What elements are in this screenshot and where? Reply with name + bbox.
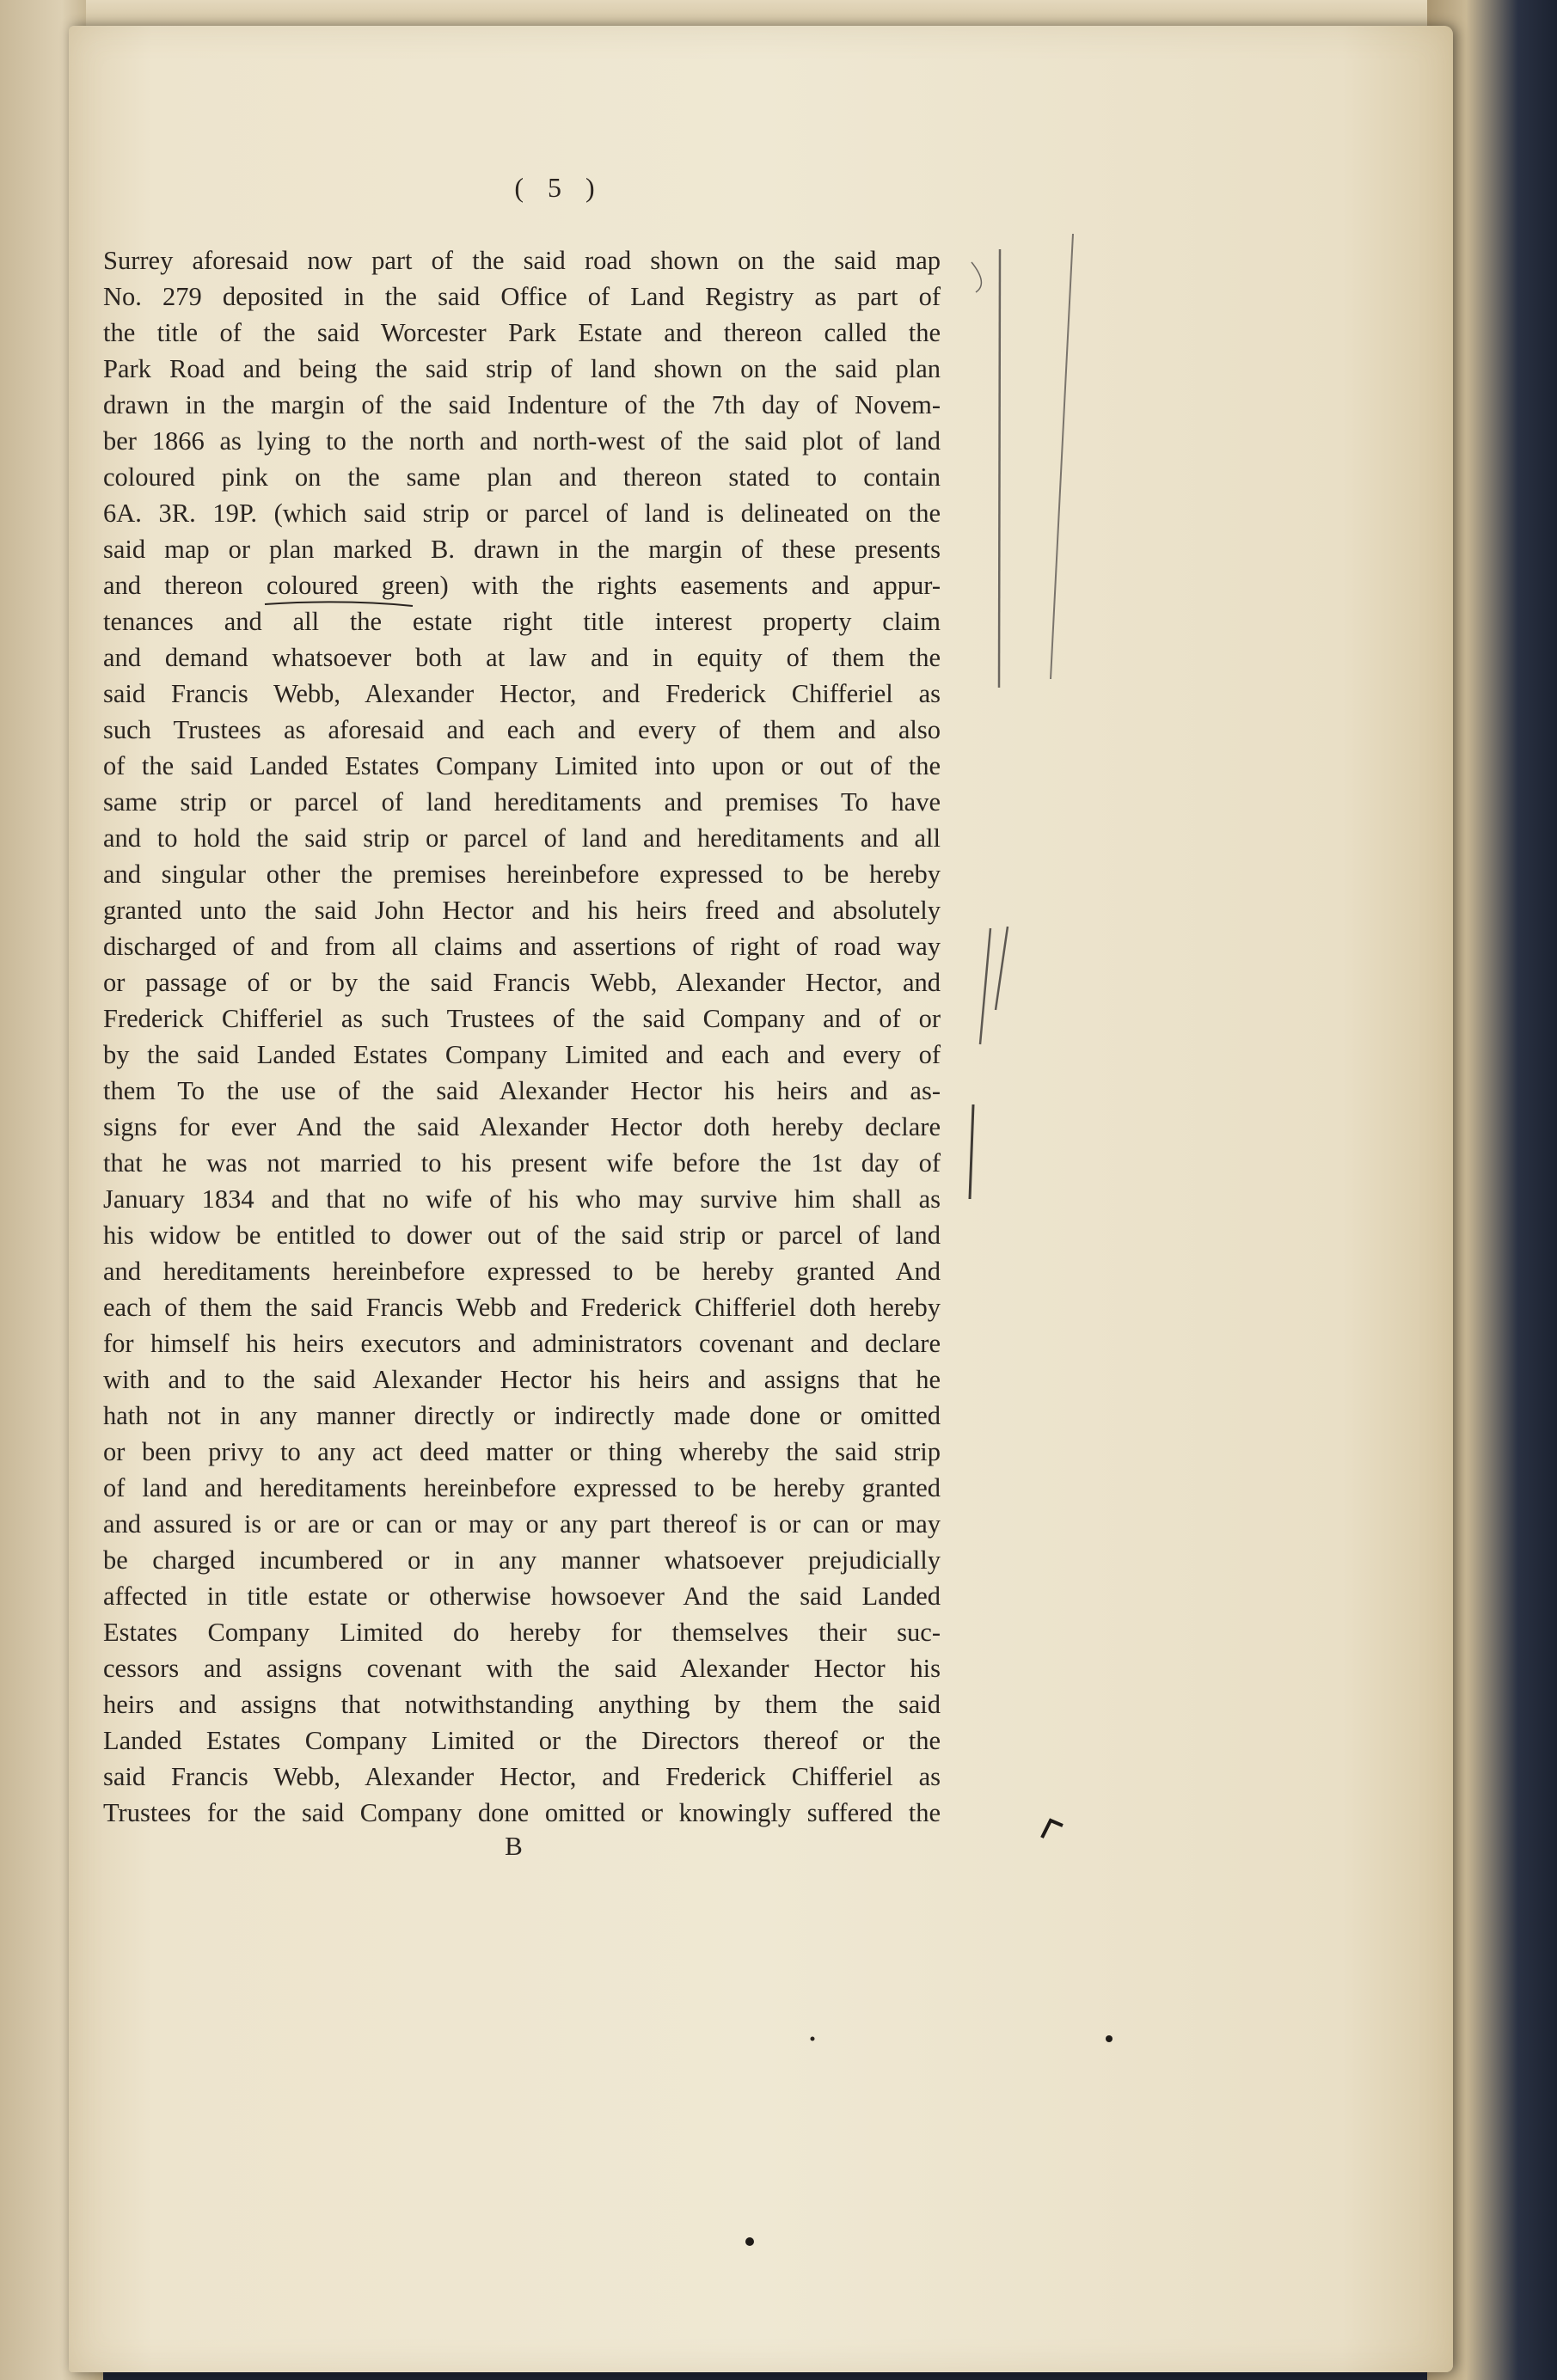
text-line: or passage of or by the said Francis Webb, Alexander Hector, and	[103, 968, 941, 997]
text-line: said map or plan marked B. drawn in the margin of these presents	[103, 535, 941, 564]
text-line: ber 1866 as lying to the north and north-west of the said plot of land	[103, 426, 941, 456]
pencil-margin-line	[980, 928, 990, 1044]
text-line: of the said Landed Estates Company Limited into upon or out of the	[103, 751, 941, 780]
text-line: granted unto the said John Hector and his heirs freed and absolutely	[103, 896, 941, 925]
text-line: coloured pink on the same plan and thereon stated to contain	[103, 462, 941, 492]
text-line: such Trustees as aforesaid and each and every of them and also	[103, 715, 941, 744]
pencil-margin-line	[996, 927, 1008, 1010]
text-line: and to hold the said strip or parcel of land and hereditaments and all	[103, 823, 941, 853]
text-line: heirs and assigns that notwithstanding anything by them the said	[103, 1690, 941, 1719]
text-line: with and to the said Alexander Hector his heirs and assigns that he	[103, 1365, 941, 1394]
text-line: and thereon coloured green) with the rights easements and appur-	[103, 571, 941, 600]
pencil-margin-line	[970, 1104, 973, 1199]
text-line: his widow be entitled to dower out of the said strip or parcel of land	[103, 1221, 941, 1250]
text-line: or been privy to any act deed matter or thing whereby the said strip	[103, 1437, 941, 1466]
text-line: Surrey aforesaid now part of the said road shown on the said map	[103, 246, 941, 275]
pencil-underline	[265, 602, 413, 606]
text-line: of land and hereditaments hereinbefore expressed to be hereby granted	[103, 1473, 941, 1502]
text-line: by the said Landed Estates Company Limited and each and every of	[103, 1040, 941, 1069]
ink-mark	[1042, 1820, 1063, 1838]
text-line: that he was not married to his present wife before the 1st day of	[103, 1148, 941, 1178]
text-line: Landed Estates Company Limited or the Directors thereof or the	[103, 1726, 941, 1755]
ink-dot	[1106, 2035, 1113, 2042]
text-line: discharged of and from all claims and assertions of right of road way	[103, 932, 941, 961]
text-line: Trustees for the said Company done omitted or knowingly suffered the	[103, 1798, 941, 1827]
text-line: January 1834 and that no wife of his who may survive him shall as	[103, 1184, 941, 1214]
pencil-margin-line	[1051, 234, 1073, 679]
text-line: each of them the said Francis Webb and Frederick Chifferiel doth hereby	[103, 1293, 941, 1322]
text-line: Estates Company Limited do hereby for themselves their suc-	[103, 1618, 941, 1647]
signature-mark: B	[505, 1831, 523, 1861]
text-line: 6A. 3R. 19P. (which said strip or parcel of land is delineated on the	[103, 499, 941, 528]
text-line: said Francis Webb, Alexander Hector, and Frederick Chifferiel as	[103, 679, 941, 708]
text-line: hath not in any manner directly or indirectly made done or omitted	[103, 1401, 941, 1430]
text-line: tenances and all the estate right title interest property claim	[103, 607, 941, 636]
text-line: signs for ever And the said Alexander Hector doth hereby declare	[103, 1112, 941, 1141]
text-line: and assured is or are or can or may or any part thereof is or can or may	[103, 1509, 941, 1539]
text-line: No. 279 deposited in the said Office of Land Registry as part of	[103, 282, 941, 311]
text-line: said Francis Webb, Alexander Hector, and Frederick Chifferiel as	[103, 1762, 941, 1791]
pencil-margin-line	[972, 262, 981, 292]
text-line: drawn in the margin of the said Indenture of the 7th day of Novem-	[103, 390, 941, 419]
text-line: same strip or parcel of land hereditaments and premises To have	[103, 787, 941, 817]
text-line: for himself his heirs executors and administrators covenant and declare	[103, 1329, 941, 1358]
pencil-margin-line	[999, 249, 1000, 688]
text-line: affected in title estate or otherwise howsoever And the said Landed	[103, 1582, 941, 1611]
text-line: Park Road and being the said strip of land shown on the said plan	[103, 354, 941, 383]
page-number: ( 5 )	[514, 172, 604, 203]
text-line: be charged incumbered or in any manner whatsoever prejudicially	[103, 1545, 941, 1575]
text-line: and demand whatsoever both at law and in equity of them the	[103, 643, 941, 672]
text-line: the title of the said Worcester Park Estate and thereon called the	[103, 318, 941, 347]
text-line: and singular other the premises hereinbefore expressed to be hereby	[103, 860, 941, 889]
text-line: Frederick Chifferiel as such Trustees of the said Company and of or	[103, 1004, 941, 1033]
text-line: and hereditaments hereinbefore expressed to be hereby granted And	[103, 1257, 941, 1286]
text-line: cessors and assigns covenant with the said Alexander Hector his	[103, 1654, 941, 1683]
ink-dot	[745, 2237, 754, 2246]
text-line: them To the use of the said Alexander Hector his heirs and as-	[103, 1076, 941, 1105]
ink-dot	[811, 2037, 815, 2041]
